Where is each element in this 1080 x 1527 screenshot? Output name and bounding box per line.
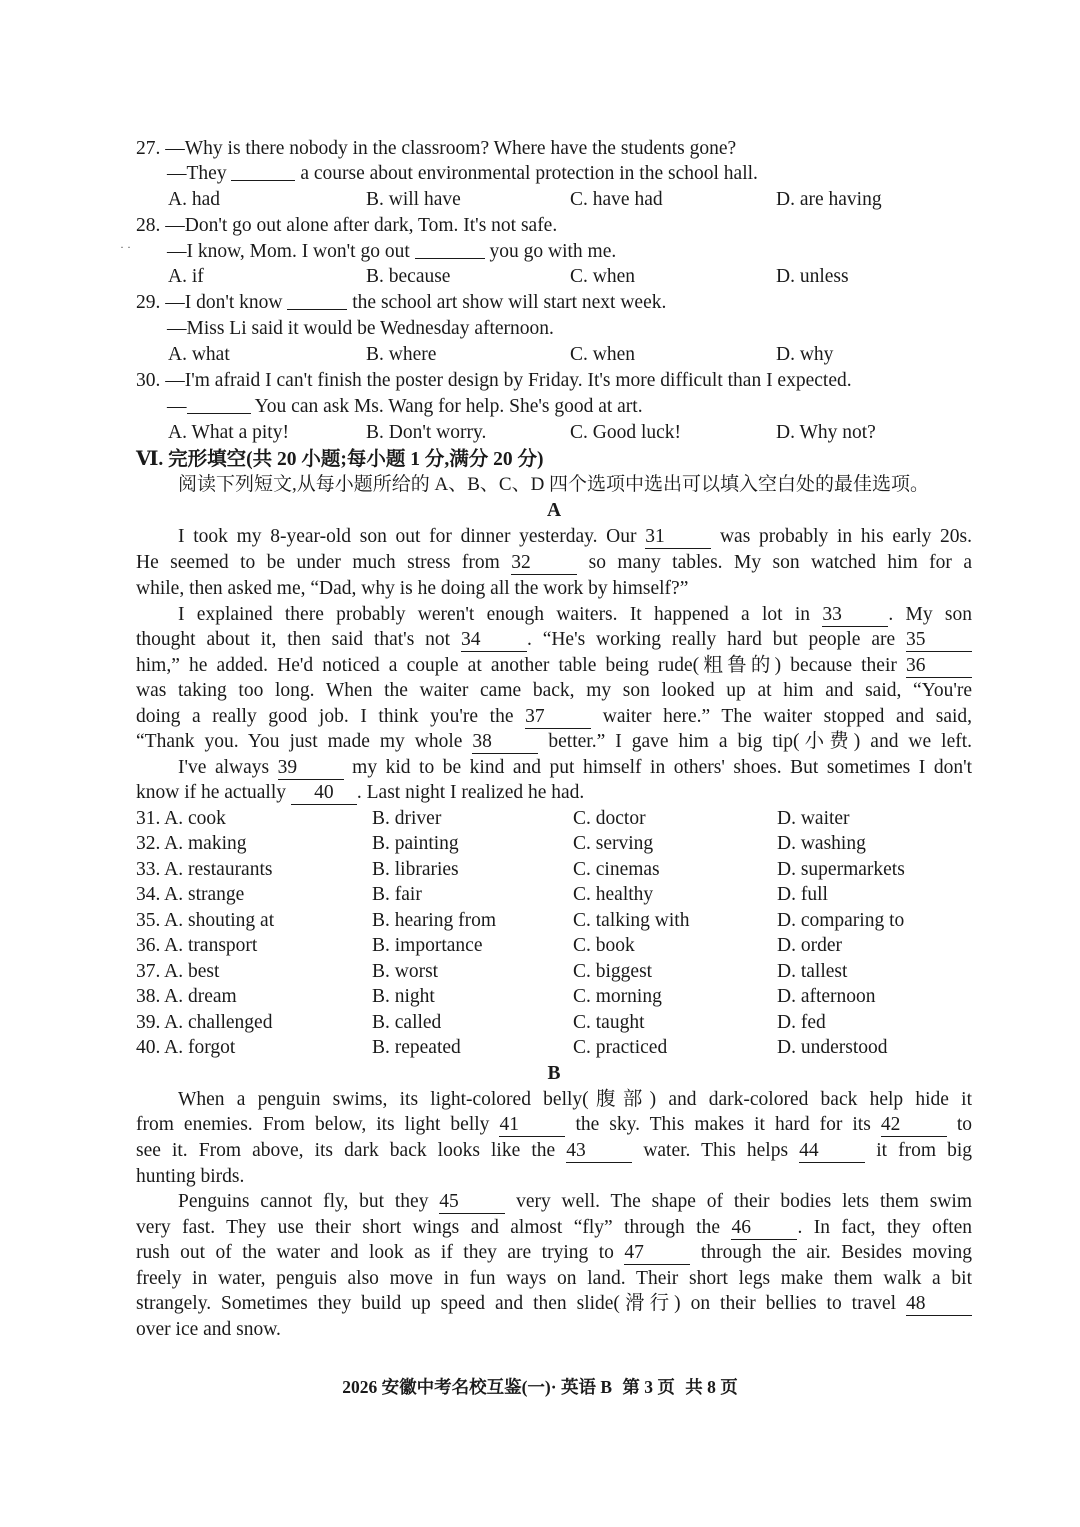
- passage-a-line: [178, 755, 972, 780]
- text-run: Penguins cannot fly, but they: [178, 1191, 429, 1212]
- section-heading: Ⅵ. 完形填空(共 20 小题;每小题 1 分,满分 20 分): [136, 449, 544, 470]
- page-footer: [0, 1374, 1080, 1399]
- q30-option-b[interactable]: B. Don't worry.: [366, 422, 487, 443]
- q27-reply-start: —They: [167, 163, 227, 184]
- text-run: from enemies. From below, its light belly: [136, 1114, 490, 1135]
- blank-46[interactable]: 46: [731, 1217, 797, 1240]
- text-run: . Last night I realized he had.: [356, 782, 585, 803]
- q30-reply: [167, 394, 972, 419]
- blank-40[interactable]: 40: [291, 782, 357, 805]
- option-34-d[interactable]: D. full: [777, 884, 828, 905]
- option-31-c[interactable]: C. doctor: [573, 808, 646, 829]
- text-run: . In fact, they often: [797, 1217, 973, 1238]
- q28-option-c[interactable]: C. when: [570, 266, 635, 287]
- q29-reply: —Miss Li said it would be Wednesday afternoon.: [167, 318, 554, 339]
- q30-blank[interactable]: [187, 395, 251, 414]
- q27-option-b[interactable]: B. will have: [366, 189, 461, 210]
- text-run: strangely. Sometimes they build up speed and then slide(滑行) on their bellies to travel: [136, 1293, 897, 1314]
- option-38-d[interactable]: D. afternoon: [777, 986, 876, 1007]
- blank-34[interactable]: 34: [461, 629, 527, 652]
- q28-reply-start: —I know, Mom. I won't go out: [167, 241, 410, 262]
- option-38-c[interactable]: C. morning: [573, 986, 662, 1007]
- blank-38[interactable]: 38: [472, 731, 538, 754]
- option-36-c[interactable]: C. book: [573, 935, 635, 956]
- passage-a-line: [136, 550, 972, 575]
- q27-reply: [167, 161, 972, 186]
- passage-a-line: [136, 627, 972, 652]
- option-32-b[interactable]: B. painting: [372, 833, 459, 854]
- text-run: “Thank you. You just made my whole: [136, 731, 463, 752]
- option-37-d[interactable]: D. tallest: [777, 961, 848, 982]
- q27-blank[interactable]: [231, 162, 295, 181]
- q29-option-d[interactable]: D. why: [776, 344, 834, 365]
- text-run: I've always: [178, 757, 270, 778]
- text-run: so many tables. My son watched him for a: [588, 552, 973, 573]
- passage-a-line: while, then asked me, “Dad, why is he doing all the work by himself?”: [136, 578, 689, 599]
- blank-37[interactable]: 37: [525, 706, 591, 729]
- text-run: . “He's working really hard but people are: [526, 629, 896, 650]
- option-38-a[interactable]: 38. A. dream: [136, 986, 237, 1007]
- passage-b-line: [136, 1215, 972, 1240]
- option-40-b[interactable]: B. repeated: [372, 1037, 461, 1058]
- text-run: water. This helps: [643, 1140, 789, 1161]
- q29-stem-end: the school art show will start next week.: [352, 292, 667, 313]
- blank-31[interactable]: 31: [645, 526, 711, 549]
- blank-44[interactable]: 44: [799, 1140, 865, 1163]
- option-32-c[interactable]: C. serving: [573, 833, 654, 854]
- passage-a-line: was taking too long. When the waiter came back, my son looked up at him and said, “You're: [136, 680, 972, 701]
- passage-a-line: [136, 653, 972, 678]
- q27-stem: 27. —Why is there nobody in the classroom? Where have the students gone?: [136, 138, 737, 159]
- option-32-a[interactable]: 32. A. making: [136, 833, 247, 854]
- passage-b-line: hunting birds.: [136, 1166, 245, 1187]
- option-35-c[interactable]: C. talking with: [573, 910, 690, 931]
- passage-a-line: [136, 704, 972, 729]
- option-39-d[interactable]: D. fed: [777, 1012, 826, 1033]
- blank-35[interactable]: 35: [906, 629, 972, 652]
- option-38-b[interactable]: B. night: [372, 986, 435, 1007]
- passage-b-line: When a penguin swims, its light-colored belly(腹部) and dark-colored back help hide it: [178, 1089, 972, 1110]
- option-39-a[interactable]: 39. A. challenged: [136, 1012, 273, 1033]
- option-35-a[interactable]: 35. A. shouting at: [136, 910, 275, 931]
- text-run: I took my 8-year-old son out for dinner yesterday. Our: [178, 526, 637, 547]
- blank-32[interactable]: 32: [511, 552, 577, 575]
- passage-b-line: over ice and snow.: [136, 1319, 281, 1340]
- passage-a-line: [136, 729, 972, 754]
- option-34-a[interactable]: 34. A. strange: [136, 884, 245, 905]
- text-run: him,” he added. He'd noticed a couple at another table being rude(粗鲁的) because their: [136, 655, 897, 676]
- blank-43[interactable]: 43: [566, 1140, 632, 1163]
- text-run: through the air. Besides moving: [700, 1242, 972, 1263]
- option-37-c[interactable]: C. biggest: [573, 961, 653, 982]
- q27-option-a[interactable]: A. had: [168, 189, 220, 210]
- passage-b-line: [178, 1189, 972, 1214]
- option-31-d[interactable]: D. waiter: [777, 808, 850, 829]
- option-36-a[interactable]: 36. A. transport: [136, 935, 258, 956]
- text-run: better.” I gave him a big tip(小费) and we left.: [548, 731, 973, 752]
- option-40-c[interactable]: C. practiced: [573, 1037, 668, 1058]
- q29-option-a[interactable]: A. what: [168, 344, 230, 365]
- option-36-d[interactable]: D. order: [777, 935, 842, 956]
- passage-b-line: [136, 1240, 972, 1265]
- blank-42[interactable]: 42: [881, 1114, 947, 1137]
- text-run: to: [956, 1114, 973, 1135]
- q29-option-b[interactable]: B. where: [366, 344, 437, 365]
- q28-option-a[interactable]: A. if: [168, 266, 204, 287]
- text-run: waiter here.” The waiter stopped and said,: [602, 706, 973, 727]
- footer-total: 共 8 页: [685, 1377, 738, 1397]
- q28-option-b[interactable]: B. because: [366, 266, 451, 287]
- scan-mark: · ·: [120, 240, 131, 254]
- q30-stem: 30. —I'm afraid I can't finish the poster design by Friday. It's more difficult than I expected.: [136, 370, 852, 391]
- q28-reply-end: you go with me.: [489, 241, 617, 262]
- text-run: the sky. This makes it hard for its: [575, 1114, 871, 1135]
- passage-a-line: [136, 780, 972, 805]
- text-run: very well. The shape of their bodies lets them swim: [516, 1191, 973, 1212]
- q29-option-c[interactable]: C. when: [570, 344, 635, 365]
- text-run: very fast. They use their short wings and almost “fly” through the: [136, 1217, 721, 1238]
- passage-a-line: [178, 602, 972, 627]
- text-run: I explained there probably weren't enough waiters. It happened a lot in: [178, 604, 811, 625]
- blank-33[interactable]: 33: [822, 604, 888, 627]
- text-run: rush out of the water and look as if they are trying to: [136, 1242, 614, 1263]
- blank-48[interactable]: 48: [906, 1293, 972, 1316]
- q27-option-c[interactable]: C. have had: [570, 189, 663, 210]
- option-31-a[interactable]: 31. A. cook: [136, 808, 226, 829]
- passage-b-line: [136, 1291, 972, 1316]
- q29-blank[interactable]: [287, 291, 347, 310]
- q29-stem-start: 29. —I don't know: [136, 292, 283, 313]
- q27-reply-end: a course about environmental protection in the school hall.: [300, 163, 758, 184]
- text-run: . My son: [888, 604, 972, 625]
- blank-39[interactable]: 39: [278, 757, 344, 780]
- option-36-b[interactable]: B. importance: [372, 935, 483, 956]
- option-33-d[interactable]: D. supermarkets: [777, 859, 905, 880]
- text-run: doing a really good job. I think you're the: [136, 706, 514, 727]
- passage-a-line: [178, 524, 972, 549]
- passage-b-line: [136, 1138, 972, 1163]
- text-run: know if he actually: [136, 782, 286, 803]
- option-35-d[interactable]: D. comparing to: [777, 910, 905, 931]
- section-instruction: 阅读下列短文,从每小题所给的 A、B、C、D 四个选项中选出可以填入空白处的最佳选项。: [178, 474, 930, 495]
- q30-option-a[interactable]: A. What a pity!: [168, 422, 289, 443]
- option-39-b[interactable]: B. called: [372, 1012, 442, 1033]
- option-34-b[interactable]: B. fair: [372, 884, 422, 905]
- option-35-b[interactable]: B. hearing from: [372, 910, 497, 931]
- q30-option-d[interactable]: D. Why not?: [776, 422, 876, 443]
- q28-reply: [167, 239, 972, 264]
- q30-reply-start: —: [167, 396, 187, 417]
- text-run: see it. From above, its dark back looks like the: [136, 1140, 556, 1161]
- q27-option-d[interactable]: D. are having: [776, 189, 882, 210]
- option-34-c[interactable]: C. healthy: [573, 884, 654, 905]
- passage-b-title: B: [547, 1063, 561, 1084]
- footer-page: 第 3 页: [622, 1377, 675, 1397]
- option-40-d[interactable]: D. understood: [777, 1037, 888, 1058]
- option-39-c[interactable]: C. taught: [573, 1012, 645, 1033]
- blank-41[interactable]: 41: [499, 1114, 565, 1137]
- blank-47[interactable]: 47: [624, 1242, 690, 1265]
- option-40-a[interactable]: 40. A. forgot: [136, 1037, 236, 1058]
- q28-blank[interactable]: [415, 240, 485, 259]
- text-run: thought about it, then said that's not: [136, 629, 451, 650]
- option-37-a[interactable]: 37. A. best: [136, 961, 220, 982]
- q28-option-d[interactable]: D. unless: [776, 266, 849, 287]
- q28-stem: 28. —Don't go out alone after dark, Tom. It's not safe.: [136, 215, 558, 236]
- q29-stem: [136, 290, 972, 315]
- text-run: was probably in his early 20s.: [719, 526, 973, 547]
- text-run: my kid to be kind and put himself in others' shoes. But sometimes I don't: [352, 757, 972, 778]
- text-run: He seemed to be under much stress from: [136, 552, 500, 573]
- blank-45[interactable]: 45: [439, 1191, 505, 1214]
- passage-a-title: A: [546, 500, 562, 521]
- option-33-c[interactable]: C. cinemas: [573, 859, 660, 880]
- blank-36[interactable]: 36: [906, 655, 972, 678]
- option-33-a[interactable]: 33. A. restaurants: [136, 859, 273, 880]
- q30-reply-end: You can ask Ms. Wang for help. She's good at art.: [254, 396, 643, 417]
- passage-b-line: freely in water, penguis also move in fun ways on land. Their short legs make them walk a bit: [136, 1268, 972, 1289]
- option-33-b[interactable]: B. libraries: [372, 859, 459, 880]
- text-run: it from big: [876, 1140, 973, 1161]
- passage-b-line: [136, 1112, 972, 1137]
- option-31-b[interactable]: B. driver: [372, 808, 442, 829]
- option-32-d[interactable]: D. washing: [777, 833, 866, 854]
- option-37-b[interactable]: B. worst: [372, 961, 439, 982]
- q30-option-c[interactable]: C. Good luck!: [570, 422, 682, 443]
- footer-title: 2026 安徽中考名校互鉴(一)· 英语 B: [342, 1377, 613, 1397]
